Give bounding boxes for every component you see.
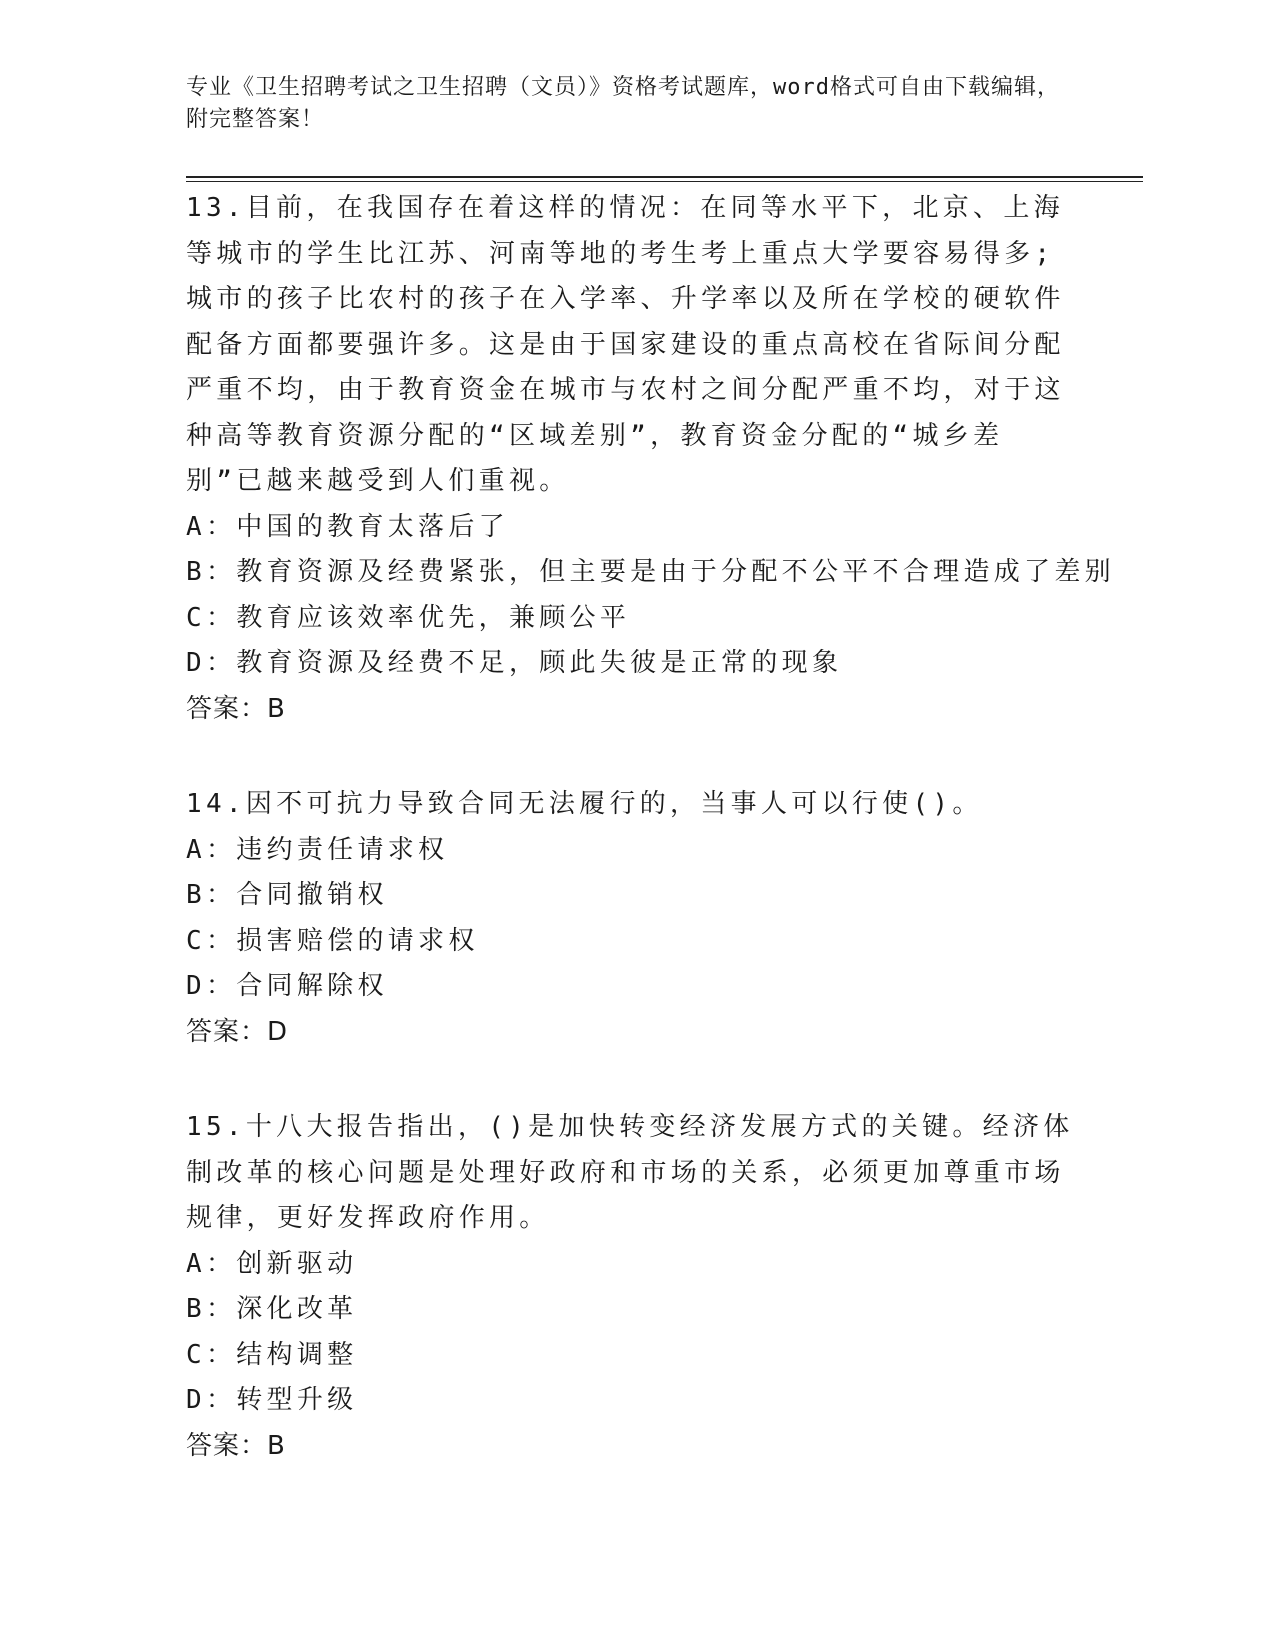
question-stem: 14.因不可抗力导致合同无法履行的，当事人可以行使()。 [186,789,983,819]
option-a: A：中国的教育太落后了 [186,511,509,542]
question-list [186,186,1115,1519]
answer-label: 答案：B [186,693,286,724]
option-b: B：合同撤销权 [186,880,388,910]
option-a: A：创新驱动 [186,1248,358,1279]
question-15 [186,1105,1076,1469]
option-b: B：教育资源及经费紧张，但主要是由于分配不公平不合理造成了差别 [186,557,1115,587]
option-b: B：深化改革 [186,1294,358,1324]
option-d: D：转型升级 [186,1385,358,1415]
header-divider-thick [186,176,1143,178]
question-14 [186,782,1076,1055]
option-d: D：教育资源及经费不足，顾此失彼是正常的现象 [186,648,843,678]
answer-label: 答案：D [186,1016,289,1047]
option-c: C：教育应该效率优先，兼顾公平 [186,602,631,633]
document-header [186,72,1066,136]
option-c: C：结构调整 [186,1339,358,1370]
option-c: C：损害赔偿的请求权 [186,925,479,956]
question-13 [186,186,1115,732]
question-stem: 15.十八大报告指出，()是加快转变经济发展方式的关键。经济体制改革的核心问题是处理好政府和市场的关系，必须更加尊重市场规律，更好发挥政府作用。 [186,1112,1074,1233]
answer-label: 答案：B [186,1430,286,1461]
question-stem: 13.目前，在我国存在着这样的情况：在同等水平下，北京、上海等城市的学生比江苏、河南等地的考生考上重点大学要容易得多;城市的孩子比农村的孩子在入学率、升学率以及所在学校的硬软件配备方面都要强许多。这是由于国家建设的重点高校在省际间分配严重不均，由于教育资金在城市与农村之间分配严重不均，对于这种高等教育资源分配的“区域差别”，教育资金分配的“城乡差别”已越来越受到人们重视。 [186,193,1065,496]
option-a: A：违约责任请求权 [186,834,449,865]
header-text: 专业《卫生招聘考试之卫生招聘（文员）》资格考试题库，word格式可自由下载编辑，附完整答案！ [186,75,1060,132]
header-divider-thin [186,181,1143,182]
option-d: D：合同解除权 [186,971,388,1001]
